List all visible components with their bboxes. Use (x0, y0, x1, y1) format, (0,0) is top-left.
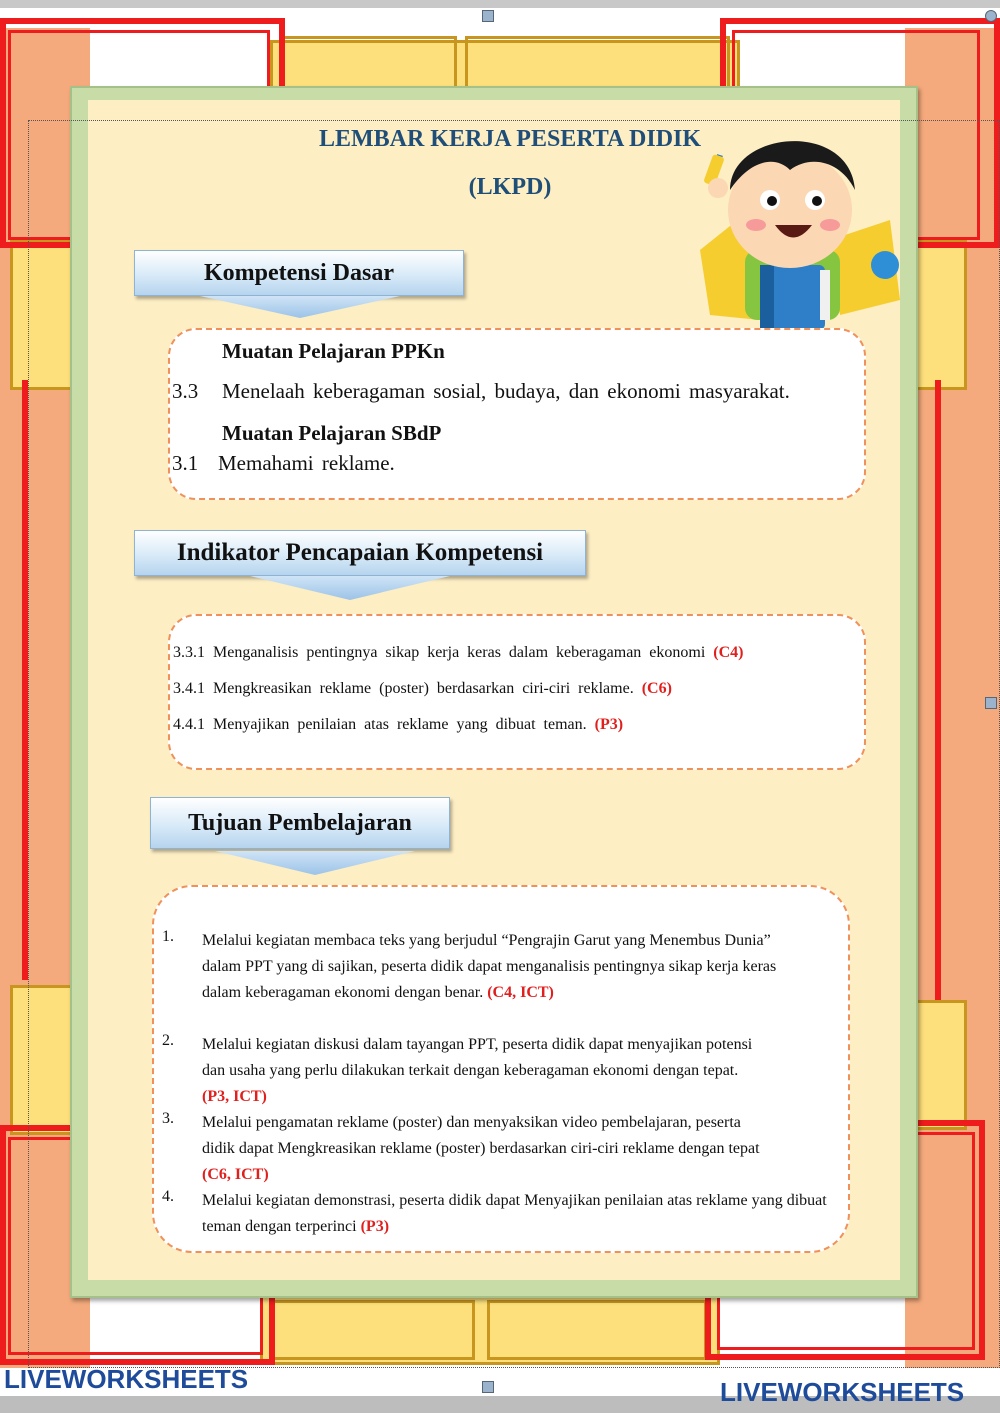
indikator-item-2-tag: (C6) (641, 680, 672, 697)
tujuan-item-2-tag: (P3, ICT) (202, 1088, 267, 1105)
indikator-item-3-tag: (P3) (594, 716, 624, 733)
indikator-item-3 (173, 716, 623, 734)
resize-handle-right[interactable] (985, 697, 997, 709)
kd-item1-number: 3.3 (172, 379, 199, 403)
kd-subject-sbdp: Muatan Pelajaran SBdP (222, 421, 442, 445)
kd-subject-ppkn: Muatan Pelajaran PPKn (222, 339, 445, 363)
tujuan-item-3 (162, 1110, 842, 1188)
tujuan-item-3-number: 3. (162, 1110, 174, 1127)
tujuan-list (162, 928, 842, 1248)
tujuan-item-2-number: 2. (162, 1032, 174, 1049)
indikator-item-2-text: 3.4.1 Mengkreasikan reklame (poster) berdasarkan ciri-ciri reklame. (173, 680, 634, 697)
tujuan-item-3-tag: (C6, ICT) (202, 1166, 269, 1183)
indikator-item-1-tag: (C4) (713, 644, 744, 661)
liveworksheets-logo-right: LIVEWORKSHEETS (720, 1377, 965, 1407)
indikator-item-2 (173, 680, 672, 698)
indikator-item-1-text: 3.3.1 Menganalisis pentingnya sikap kerja keras dalam keberagaman ekonomi (173, 644, 706, 661)
tujuan-item-4-text: Melalui kegiatan demonstrasi, peserta didik dapat Menyajikan penilaian atas reklame yang dibuat teman dengan terperinci (202, 1192, 827, 1235)
indikator-item-1 (173, 644, 744, 662)
window-top-bar (0, 0, 1000, 8)
tujuan-item-1 (162, 928, 842, 1032)
tujuan-item-1-text: Melalui kegiatan membaca teks yang berjudul “Pengrajin Garut yang Menembus Dunia” dalam PPT yang di sajikan, peserta didik dapat menganalisis pentingnya sikap kerja keras dalam keberagaman ekonomi dengan benar. (202, 932, 777, 1001)
tujuan-item-1-number: 1. (162, 928, 174, 945)
indikator-label: Indikator Pencapaian Kompetensi (134, 530, 586, 576)
cartoon-boy-illustration (690, 100, 910, 340)
kd-item1-text: Menelaah keberagaman sosial, budaya, dan ekonomi masyarakat. (222, 379, 790, 403)
tujuan-item-4 (162, 1188, 842, 1244)
tujuan-item-2 (162, 1032, 842, 1110)
tujuan-item-2-text: Melalui kegiatan diskusi dalam tayangan PPT, peserta didik dapat menyajikan potensi dan usaha yang perlu dilakukan terkait dengan keberagaman ekonomi dengan tepat. (202, 1036, 753, 1079)
kd-item2-number: 3.1 (172, 451, 199, 475)
tujuan-item-1-tag: (C4, ICT) (487, 984, 554, 1001)
page-title: LEMBAR KERJA PESERTA DIDIK (318, 126, 702, 152)
tujuan-item-4-number: 4. (162, 1188, 174, 1205)
tujuan-item-4-tag: (P3) (360, 1218, 390, 1235)
resize-handle-bottom[interactable] (482, 1381, 494, 1393)
kd-item2-text: Memahami reklame. (218, 451, 395, 475)
page-subtitle: (LKPD) (468, 174, 552, 200)
tujuan-item-3-text: Melalui pengamatan reklame (poster) dan menyaksikan video pembelajaran, peserta didik dapat Mengkreasikan reklame (poster) berdasarkan ciri-ciri reklame dengan tepat (202, 1114, 760, 1157)
rotate-handle-top-right[interactable] (985, 10, 997, 22)
indikator-item-3-text: 4.4.1 Menyajikan penilaian atas reklame yang dibuat teman. (173, 716, 587, 733)
liveworksheets-logo-left: LIVEWORKSHEETS (4, 1364, 249, 1394)
kompetensi-dasar-label: Kompetensi Dasar (134, 250, 464, 296)
tujuan-label: Tujuan Pembelajaran (150, 797, 450, 849)
resize-handle-top[interactable] (482, 10, 494, 22)
